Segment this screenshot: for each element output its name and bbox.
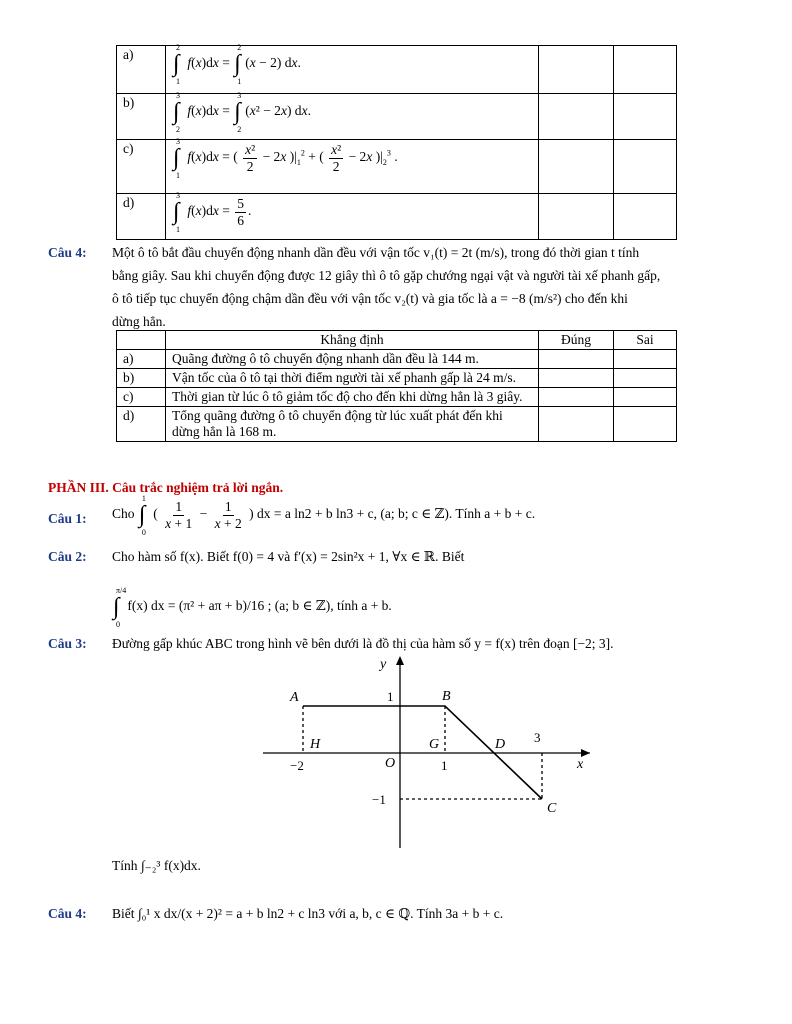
row-label: d)	[117, 194, 166, 240]
cell-true[interactable]	[539, 46, 614, 94]
row-content: ∫ 2 1 f(x)dx = ∫ 2 1 (x − 2) dx.	[166, 46, 539, 94]
row-content: ∫ 3 2 f(x)dx = ∫ 3 2 (x² − 2x) dx.	[166, 94, 539, 140]
question-ask: Tính ∫₋₂³ f(x)dx.	[112, 858, 201, 873]
cell-false[interactable]	[614, 369, 677, 388]
question-label: Câu 3:	[48, 636, 87, 651]
header-true: Đúng	[539, 331, 614, 350]
tick-1-y: 1	[387, 689, 394, 704]
table-statements	[116, 330, 677, 442]
origin: O	[385, 756, 396, 771]
row-label: b)	[117, 94, 166, 140]
table-row	[117, 140, 677, 194]
cell-true[interactable]	[539, 369, 614, 388]
cell-false[interactable]	[614, 350, 677, 369]
question-label: Câu 4:	[48, 906, 87, 921]
row-text: Thời gian từ lúc ô tô giảm tốc độ cho đến khi dừng hẳn là 3 giây.	[166, 388, 539, 407]
cell-false[interactable]	[614, 407, 677, 442]
section-title: PHẦN III. Câu trắc nghiệm trả lời ngắn.	[48, 480, 284, 495]
row-label: a)	[117, 350, 166, 369]
tick-1-x: 1	[441, 758, 448, 773]
cell-true[interactable]	[539, 194, 614, 240]
cell-true[interactable]	[539, 94, 614, 140]
question-text: ô tô tiếp tục chuyển động chậm dần đều với vận tốc v₂(t) và gia tốc là a = −8 (m/s²) cho đến khi	[112, 291, 628, 306]
cell-false[interactable]	[614, 94, 677, 140]
graph-abc	[255, 652, 600, 852]
point-d: D	[495, 737, 506, 752]
table-integrals	[116, 45, 677, 240]
question-text: Đường gấp khúc ABC trong hình vẽ bên dưới là đồ thị của hàm số y = f(x) trên đoạn [−2; 3].	[112, 636, 614, 651]
question-text: ∫ π/4 0 f(x) dx = (π² + aπ + b)/16 ; (a; b ∈ ℤ), tính a + b.	[113, 586, 392, 629]
cell-true[interactable]	[539, 350, 614, 369]
point-h: H	[310, 737, 321, 752]
question-text: bằng giây. Sau khi chuyển động được 12 giây thì ô tô gặp chướng ngại vật và người tài xế phanh gấp,	[112, 268, 661, 283]
question-text: Cho hàm số f(x). Biết f(0) = 4 và f′(x) = 2sin²x + 1, ∀x ∈ ℝ. Biết	[112, 549, 465, 564]
table-header	[117, 331, 677, 350]
point-g: G	[429, 737, 440, 752]
question-text: dừng hẳn.	[112, 314, 166, 329]
header-statement: Khẳng định	[166, 331, 539, 350]
table-row	[117, 350, 677, 369]
y-arrow-icon	[396, 656, 404, 665]
cell-false[interactable]	[614, 46, 677, 94]
tick-neg1: −1	[372, 792, 386, 807]
question-text: Cho ∫ 1 0 ( $\frac{1}{x + 1}$ − $\frac{1}{x + 2}$ ) dx = a ln2 + b ln3 + c, (a; b; c ∈ ℤ). Tính a + b + c.	[112, 494, 536, 537]
question-text: Biết ∫₀¹ x dx/(x + 2)² = a + b ln2 + c ln3 với a, b, c ∈ ℚ. Tính 3a + b + c.	[112, 906, 504, 921]
row-content: ∫ 3 1 f(x)dx = $\frac{5}{6}$ .	[166, 194, 539, 240]
x-arrow-icon	[581, 749, 590, 757]
question-label: Câu 2:	[48, 549, 87, 564]
point-c: C	[547, 801, 557, 816]
tick-neg2: −2	[290, 758, 304, 773]
row-label: c)	[117, 140, 166, 194]
row-text: Vận tốc của ô tô tại thời điểm người tài xế phanh gấp là 24 m/s.	[166, 369, 539, 388]
row-content: ∫ 3 1 f(x)dx = ( $\frac{\text{x²}}{2}$ − 2x )$|_1^2$ + ( $\frac{\text{x²}}{2}$ − 2x )$|_2^3$ .	[166, 140, 539, 194]
row-label: d)	[117, 407, 166, 442]
table-row	[117, 388, 677, 407]
question-label: Câu 4:	[48, 245, 87, 260]
tick-3: 3	[534, 730, 541, 745]
question-text: Một ô tô bắt đầu chuyển động nhanh dần đều với vận tốc v₁(t) = 2t (m/s), trong đó thời gian t tính	[112, 245, 640, 260]
header-false: Sai	[614, 331, 677, 350]
cell-true[interactable]	[539, 388, 614, 407]
cell-true[interactable]	[539, 140, 614, 194]
row-label: a)	[117, 46, 166, 94]
point-a: A	[290, 690, 299, 705]
cell-false[interactable]	[614, 140, 677, 194]
table-row	[117, 407, 677, 442]
cell-false[interactable]	[614, 388, 677, 407]
row-text: Tổng quãng đường ô tô chuyển động từ lúc xuất phát đến khi dừng hẳn là 168 m.	[166, 407, 539, 442]
cell-true[interactable]	[539, 407, 614, 442]
point-b: B	[442, 689, 451, 704]
table-row	[117, 369, 677, 388]
row-label: c)	[117, 388, 166, 407]
table-row	[117, 46, 677, 94]
cell-false[interactable]	[614, 194, 677, 240]
table-row	[117, 94, 677, 140]
x-label: x	[577, 757, 584, 772]
y-label: y	[380, 657, 387, 672]
question-label: Câu 1:	[48, 511, 87, 526]
table-row	[117, 194, 677, 240]
row-label: b)	[117, 369, 166, 388]
row-text: Quãng đường ô tô chuyển động nhanh dần đều là 144 m.	[166, 350, 539, 369]
